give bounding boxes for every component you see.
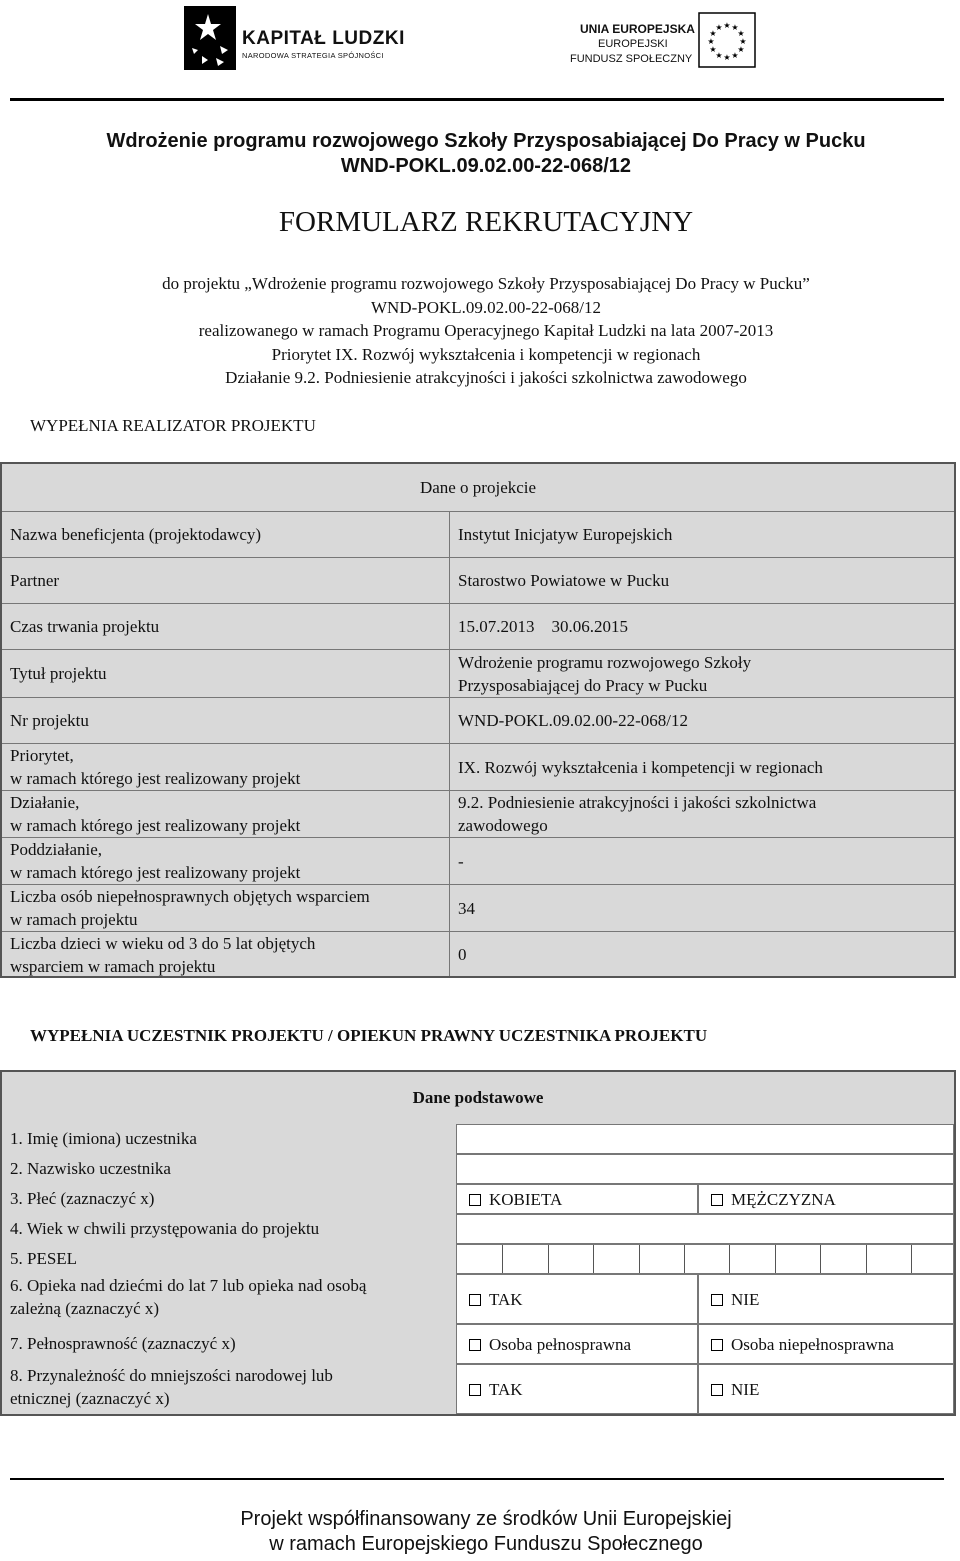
basic-data-title: Dane podstawowe — [2, 1072, 954, 1124]
pesel-digit-divider — [775, 1245, 776, 1273]
kapital-ludzki-logo — [180, 4, 420, 74]
minority-no-option[interactable] — [698, 1364, 954, 1414]
ability-label: 7. Pełnosprawność (zaznaczyć x) — [2, 1324, 456, 1364]
footer-line2: w ramach Europejskiego Funduszu Społecznego — [269, 1533, 703, 1555]
row-label-number: Nr projektu — [2, 698, 450, 744]
row-label-action: Działanie, w ramach którego jest realizowany projekt — [2, 791, 450, 838]
section2-heading: WYPEŁNIA UCZESTNIK PROJEKTU / OPIEKUN PRAWNY UCZESTNIKA PROJEKTU — [30, 1026, 708, 1045]
childcare-yes-option[interactable] — [456, 1274, 698, 1324]
kapital-ludzki-subtitle: NARODOWA STRATEGIA SPÓJNOŚCI — [242, 51, 384, 60]
eu-flag-icon — [698, 12, 756, 68]
pesel-label: 5. PESEL — [2, 1244, 456, 1274]
checkbox-icon — [469, 1384, 481, 1396]
footer-divider — [10, 1478, 944, 1480]
pesel-digit-divider — [639, 1245, 640, 1273]
project-title-line2: WND-POKL.09.02.00-22-068/12 — [340, 155, 632, 177]
row-label-duration: Czas trwania projektu — [2, 604, 450, 650]
project-title-line1: Wdrożenie programu rozwojowego Szkoły Przysposabiającej Do Pracy w Pucku — [106, 130, 866, 152]
ability-full-option[interactable] — [456, 1324, 698, 1364]
pesel-digit-divider — [866, 1245, 867, 1273]
checkbox-icon — [711, 1384, 723, 1396]
pesel-digit-divider — [820, 1245, 821, 1273]
row-label-priority: Priorytet, w ramach którego jest realizowany projekt — [2, 744, 450, 791]
kapital-ludzki-emblem-icon — [180, 4, 240, 74]
row-value-title: Wdrożenie programu rozwojowego Szkoły Przysposabiającej do Pracy w Pucku — [450, 650, 954, 698]
eu-logo-line1: UNIA EUROPEJSKA — [580, 22, 695, 36]
row-value-children-count: 0 — [450, 932, 954, 976]
pesel-digit-divider — [548, 1245, 549, 1273]
ability-disabled-label: Osoba niepełnosprawna — [731, 1335, 894, 1354]
svg-text:★: ★ — [723, 53, 731, 62]
header-divider — [10, 98, 944, 101]
form-title: FORMULARZ REKRUTACYJNY — [278, 206, 694, 238]
pesel-digit-divider — [729, 1245, 730, 1273]
pesel-digit-divider — [593, 1245, 594, 1273]
svg-text:★: ★ — [739, 37, 747, 46]
childcare-no-label: NIE — [731, 1290, 760, 1309]
ability-full-label: Osoba pełnosprawna — [489, 1335, 632, 1354]
svg-text:★: ★ — [715, 23, 723, 32]
pesel-input[interactable] — [456, 1244, 954, 1274]
gender-label: 3. Płeć (zaznaczyć x) — [2, 1184, 456, 1214]
checkbox-icon — [469, 1194, 481, 1206]
minority-yes-option[interactable] — [456, 1364, 698, 1414]
row-value-subaction: - — [450, 838, 954, 885]
gender-female-option[interactable] — [456, 1184, 698, 1214]
eu-logo — [570, 10, 760, 70]
pesel-digit-divider — [502, 1245, 503, 1273]
minority-no-label: NIE — [731, 1380, 760, 1399]
checkbox-icon — [711, 1294, 723, 1306]
row-label-disabled-count: Liczba osób niepełnosprawnych objętych wsparciem w ramach projektu — [2, 885, 450, 932]
childcare-label: 6. Opieka nad dziećmi do lat 7 lub opieka nad osobą zależną (zaznaczyć x) — [2, 1274, 456, 1324]
minority-label: 8. Przynależność do mniejszości narodowej lub etnicznej (zaznaczyć x) — [2, 1364, 456, 1414]
row-value-action: 9.2. Podniesienie atrakcyjności i jakości szkolnictwa zawodowego — [450, 791, 954, 838]
row-value-beneficiary: Instytut Inicjatyw Europejskich — [450, 512, 954, 558]
kapital-ludzki-name: KAPITAŁ LUDZKI — [242, 28, 405, 49]
minority-yes-label: TAK — [489, 1380, 523, 1399]
basic-data-table — [0, 1070, 956, 1416]
row-label-subaction: Poddziałanie, w ramach którego jest realizowany projekt — [2, 838, 450, 885]
eu-logo-line3: FUNDUSZ SPOŁECZNY — [570, 53, 693, 65]
svg-text:★: ★ — [707, 37, 715, 46]
checkbox-icon — [711, 1194, 723, 1206]
svg-text:★: ★ — [731, 23, 739, 32]
gender-male-option[interactable] — [698, 1184, 954, 1214]
checkbox-icon — [469, 1339, 481, 1351]
row-value-duration: 15.07.2013 30.06.2015 — [450, 604, 954, 650]
pesel-digit-divider — [684, 1245, 685, 1273]
footer-line1: Projekt współfinansowany ze środków Unii Europejskiej — [240, 1508, 732, 1530]
row-label-beneficiary: Nazwa beneficjenta (projektodawcy) — [2, 512, 450, 558]
first-name-label: 1. Imię (imiona) uczestnika — [2, 1124, 456, 1154]
row-label-title: Tytuł projektu — [2, 650, 450, 698]
eu-logo-line2: EUROPEJSKI — [598, 38, 668, 50]
project-data-title: Dane o projekcie — [2, 464, 954, 512]
svg-text:★: ★ — [715, 51, 723, 60]
row-value-disabled-count: 34 — [450, 885, 954, 932]
svg-text:★: ★ — [731, 51, 739, 60]
form-intro: do projektu „Wdrożenie programu rozwojowego Szkoły Przysposabiającej Do Pracy w Pucku” WND-POKL.09.02.00-22-068/12 realizowanego w ramach Programu Operacyjnego Kapitał Ludzki na lata 2007-2013 Priorytet IX. Rozwój wykształcenia i kompetencji w regionach Działanie 9.2. Podniesienie atrakcyjności i jakości szkolnictwa zawodowego — [162, 274, 810, 387]
row-value-number: WND-POKL.09.02.00-22-068/12 — [450, 698, 954, 744]
row-label-partner: Partner — [2, 558, 450, 604]
svg-text:★: ★ — [709, 29, 717, 38]
svg-text:★: ★ — [737, 45, 745, 54]
svg-text:★: ★ — [737, 29, 745, 38]
svg-text:★: ★ — [709, 45, 717, 54]
checkbox-icon — [711, 1339, 723, 1351]
ability-disabled-option[interactable] — [698, 1324, 954, 1364]
childcare-no-option[interactable] — [698, 1274, 954, 1324]
pesel-digit-divider — [911, 1245, 912, 1273]
first-name-input[interactable] — [456, 1124, 954, 1154]
childcare-yes-label: TAK — [489, 1290, 523, 1309]
row-value-priority: IX. Rozwój wykształcenia i kompetencji w regionach — [450, 744, 954, 791]
gender-female-label: KOBIETA — [489, 1190, 563, 1209]
age-label: 4. Wiek w chwili przystępowania do projektu — [2, 1214, 456, 1244]
svg-text:★: ★ — [723, 21, 731, 30]
row-value-partner: Starostwo Powiatowe w Pucku — [450, 558, 954, 604]
section1-heading: WYPEŁNIA REALIZATOR PROJEKTU — [30, 416, 316, 435]
checkbox-icon — [469, 1294, 481, 1306]
gender-male-label: MĘŻCZYZNA — [731, 1190, 836, 1209]
row-label-children-count: Liczba dzieci w wieku od 3 do 5 lat objętych wsparciem w ramach projektu — [2, 932, 450, 976]
age-input[interactable] — [456, 1214, 954, 1244]
project-data-table — [0, 462, 956, 978]
last-name-input[interactable] — [456, 1154, 954, 1184]
last-name-label: 2. Nazwisko uczestnika — [2, 1154, 456, 1184]
